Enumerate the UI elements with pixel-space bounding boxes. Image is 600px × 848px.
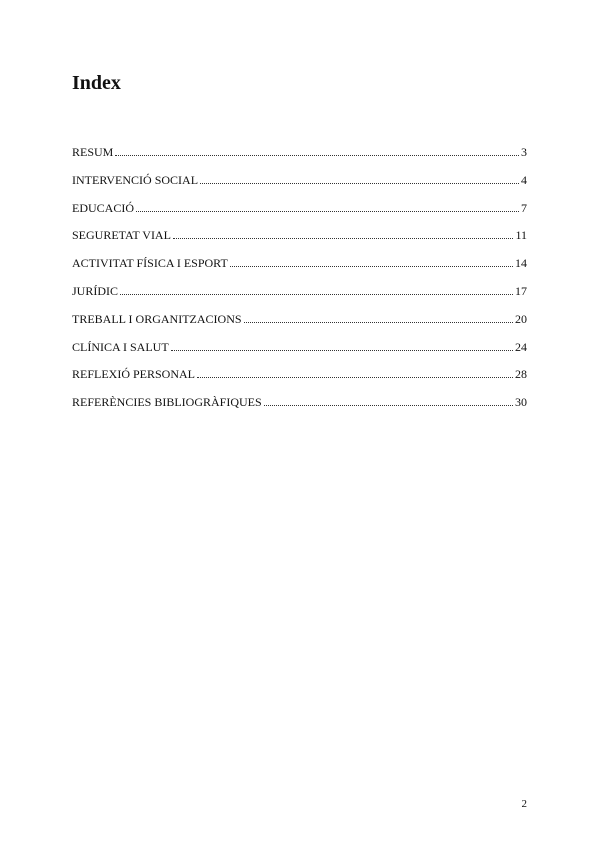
toc-entry-label: INTERVENCIÓ SOCIAL — [72, 172, 199, 187]
page-number: 2 — [521, 798, 527, 810]
toc-entry[interactable] — [72, 395, 527, 423]
toc-entry[interactable] — [72, 228, 527, 256]
toc-entry-page: 3 — [521, 145, 527, 159]
toc-entry-page: 28 — [515, 367, 527, 382]
table-of-contents — [72, 145, 527, 423]
toc-entry[interactable] — [72, 284, 527, 312]
page-title: Index — [72, 72, 121, 94]
toc-dot-leader — [120, 293, 513, 295]
toc-dot-leader — [230, 265, 513, 267]
toc-entry[interactable] — [72, 340, 527, 368]
toc-entry[interactable] — [72, 312, 527, 340]
toc-dot-leader — [173, 237, 514, 239]
toc-entry-page: 30 — [515, 395, 527, 410]
toc-entry-page: 4 — [521, 172, 527, 187]
toc-dot-leader — [136, 210, 519, 212]
toc-entry-label: REFLEXIÓ PERSONAL — [72, 367, 196, 382]
toc-entry-label: RESUM — [72, 145, 114, 159]
toc-entry[interactable] — [72, 367, 527, 395]
toc-dot-leader — [115, 154, 519, 156]
toc-entry-page: 17 — [515, 283, 527, 298]
toc-dot-leader — [200, 182, 519, 184]
toc-dot-leader — [197, 376, 513, 378]
toc-dot-leader — [244, 321, 513, 323]
toc-dot-leader — [171, 349, 513, 351]
toc-entry-label: ACTIVITAT FÍSICA I ESPORT — [72, 256, 228, 271]
toc-entry-label: JURÍDIC — [72, 283, 119, 298]
toc-entry[interactable] — [72, 201, 527, 229]
toc-entry-label: CLÍNICA I SALUT — [72, 339, 169, 354]
toc-entry-page: 11 — [515, 228, 527, 243]
toc-entry-page: 20 — [515, 311, 527, 326]
toc-entry-label: EDUCACIÓ — [72, 200, 134, 215]
toc-entry[interactable] — [72, 173, 527, 201]
toc-dot-leader — [264, 404, 513, 406]
toc-entry-page: 24 — [515, 339, 527, 354]
toc-entry[interactable] — [72, 256, 527, 284]
toc-entry-label: REFERÈNCIES BIBLIOGRÀFIQUES — [72, 395, 262, 410]
toc-entry-label: TREBALL I ORGANITZACIONS — [72, 311, 242, 326]
toc-entry-page: 7 — [521, 200, 527, 215]
toc-entry[interactable] — [72, 145, 527, 173]
toc-entry-label: SEGURETAT VIAL — [72, 228, 171, 243]
toc-entry-page: 14 — [515, 256, 527, 271]
